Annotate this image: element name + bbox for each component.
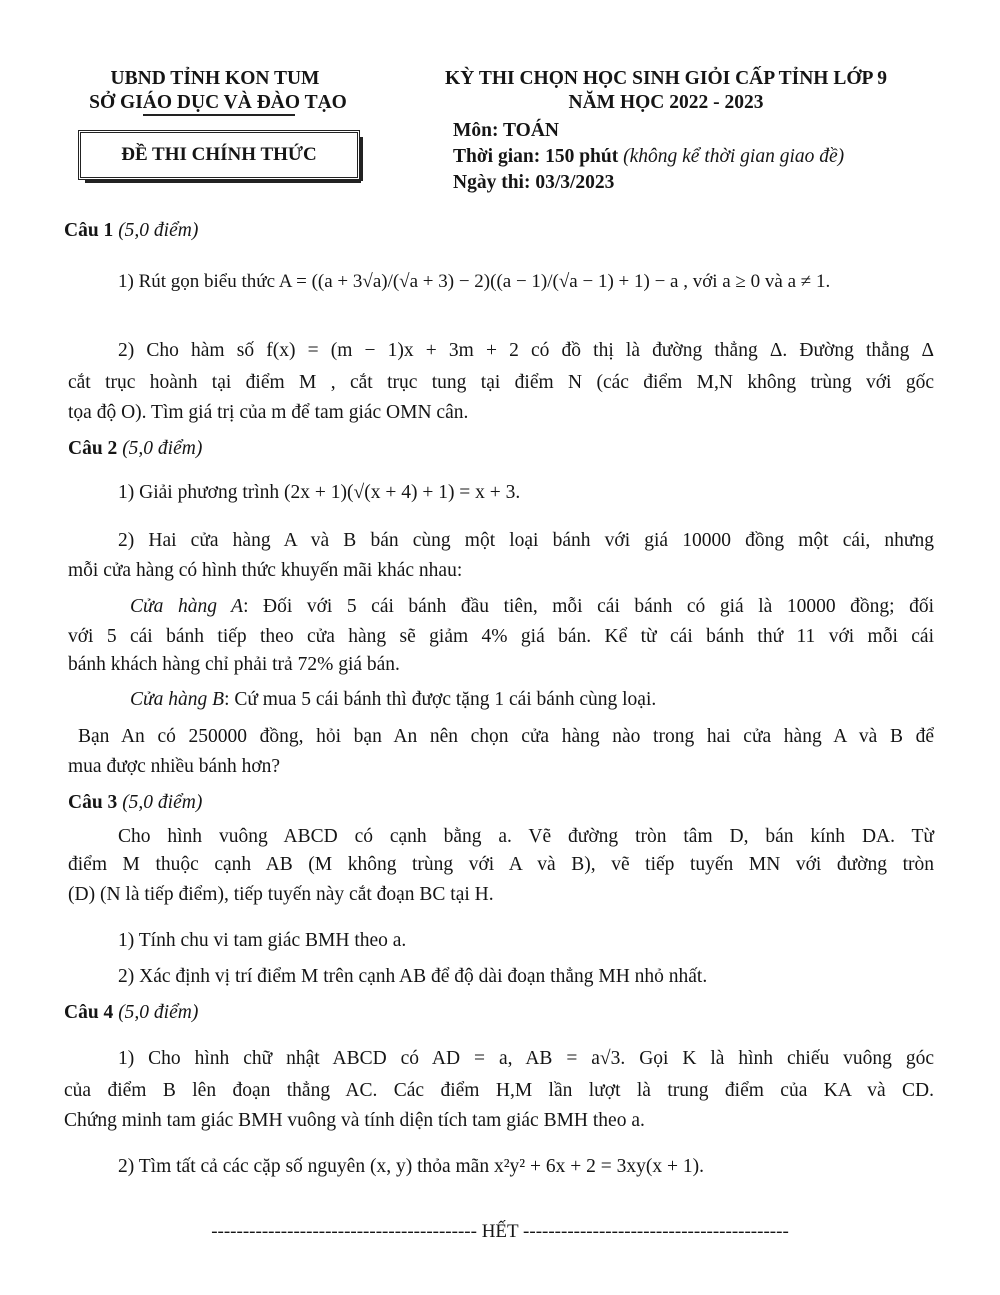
- question-3-title: Câu 3: [68, 792, 118, 813]
- store-b-line: [130, 687, 656, 712]
- agency-underline: [143, 114, 295, 116]
- question-4-title: Câu 4: [64, 1002, 114, 1023]
- question-1-points: (5,0 điểm): [118, 220, 199, 241]
- question-2-part-2-line-1: 2) Hai cửa hàng A và B bán cùng một loại bánh với giá 10000 đồng một cái, nhưng: [118, 530, 934, 551]
- question-1-title: Câu 1: [64, 220, 114, 241]
- question-3-line-2: điểm M thuộc cạnh AB (M không trùng với A và B), vẽ tiếp tuyến MN với đường tròn: [68, 854, 934, 875]
- store-a-text: : Đối với 5 cái bánh đầu tiên, mỗi cái bánh có giá là 10000 đồng; đối: [243, 596, 935, 617]
- question-1-part-2-line-3: tọa độ O). Tìm giá trị của m để tam giác OMN cân.: [68, 402, 469, 423]
- question-2-part-2-line-2: mỗi cửa hàng có hình thức khuyến mãi khác nhau:: [68, 560, 463, 581]
- store-a-line-1: [130, 594, 934, 619]
- exam-title: KỲ THI CHỌN HỌC SINH GIỎI CẤP TỈNH LỚP 9: [445, 68, 887, 89]
- question-1-part-2-line-2: cắt trục hoành tại điểm M , cắt trục tung tại điểm N (các điểm M,N không trùng với gốc: [68, 372, 934, 393]
- question-4-part-1-line-1: 1) Cho hình chữ nhật ABCD có AD = a, AB = a√3. Gọi K là hình chiếu vuông góc: [118, 1048, 934, 1069]
- end-marker: ------------------------------------------ HẾT ------------------------------------------: [211, 1221, 789, 1242]
- question-1-part-1: 1) Rút gọn biểu thức A = ((a + 3√a)/(√a + 3) − 2)((a − 1)/(√a − 1) + 1) − a , với a ≥ 0 và a ≠ 1.: [118, 271, 831, 292]
- official-exam-label: ĐỀ THI CHÍNH THỨC: [121, 143, 317, 165]
- subject: Môn: TOÁN: [453, 120, 560, 141]
- question-2-points: (5,0 điểm): [122, 438, 203, 459]
- exam-date: Ngày thi: 03/3/2023: [453, 172, 615, 193]
- store-b-text: : Cứ mua 5 cái bánh thì được tặng 1 cái bánh cùng loại.: [224, 689, 657, 710]
- question-4-part-1-line-3: Chứng minh tam giác BMH vuông và tính diện tích tam giác BMH theo a.: [64, 1110, 645, 1131]
- question-4-heading: [64, 1000, 198, 1025]
- question-2-title: Câu 2: [68, 438, 118, 459]
- question-2-ask-line-1: Bạn An có 250000 đồng, hỏi bạn An nên chọn cửa hàng nào trong hai cửa hàng A và B để: [78, 726, 934, 747]
- question-3-points: (5,0 điểm): [122, 792, 203, 813]
- question-2-ask-line-2: mua được nhiều bánh hơn?: [68, 756, 281, 777]
- store-b-label: Cửa hàng B: [130, 689, 225, 710]
- store-a-line-2: với 5 cái bánh tiếp theo cửa hàng sẽ giảm 4% giá bán. Kể từ cái bánh thứ 11 với mỗi cái: [68, 626, 934, 647]
- question-3-line-1: Cho hình vuông ABCD có cạnh bằng a. Vẽ đường tròn tâm D, bán kính DA. Từ: [118, 826, 934, 847]
- school-year: NĂM HỌC 2022 - 2023: [568, 92, 764, 113]
- department-name: UBND TỈNH KON TUM: [110, 68, 320, 89]
- time-allowed: [453, 144, 844, 169]
- official-exam-box: [78, 130, 360, 180]
- question-1-heading: [64, 218, 198, 243]
- agency-name: SỞ GIÁO DỤC VÀ ĐÀO TẠO: [89, 92, 347, 113]
- question-3-part-2: 2) Xác định vị trí điểm M trên cạnh AB để độ dài đoạn thẳng MH nhỏ nhất.: [118, 966, 708, 987]
- store-a-label: Cửa hàng A: [130, 596, 244, 617]
- question-4-part-2: 2) Tìm tất cả các cặp số nguyên (x, y) thỏa mãn x²y² + 6x + 2 = 3xy(x + 1).: [118, 1156, 705, 1177]
- question-2-heading: [68, 436, 202, 461]
- question-2-part-1: 1) Giải phương trình (2x + 1)(√(x + 4) + 1) = x + 3.: [118, 482, 521, 503]
- question-1-part-2-line-1: 2) Cho hàm số f(x) = (m − 1)x + 3m + 2 có đồ thị là đường thẳng Δ. Đường thẳng Δ: [118, 340, 934, 361]
- question-3-heading: [68, 790, 202, 815]
- store-a-line-3: bánh khách hàng chỉ phải trả 72% giá bán.: [68, 654, 400, 675]
- question-4-points: (5,0 điểm): [118, 1002, 199, 1023]
- time-note: (không kể thời gian giao đề): [623, 146, 845, 167]
- time-label: Thời gian: 150 phút: [453, 146, 619, 167]
- question-3-line-3: (D) (N là tiếp điểm), tiếp tuyến này cắt đoạn BC tại H.: [68, 884, 494, 905]
- question-4-part-1-line-2: của điểm B lên đoạn thẳng AC. Các điểm H,M lần lượt là trung điểm của KA và CD.: [64, 1080, 934, 1101]
- question-3-part-1: 1) Tính chu vi tam giác BMH theo a.: [118, 930, 407, 951]
